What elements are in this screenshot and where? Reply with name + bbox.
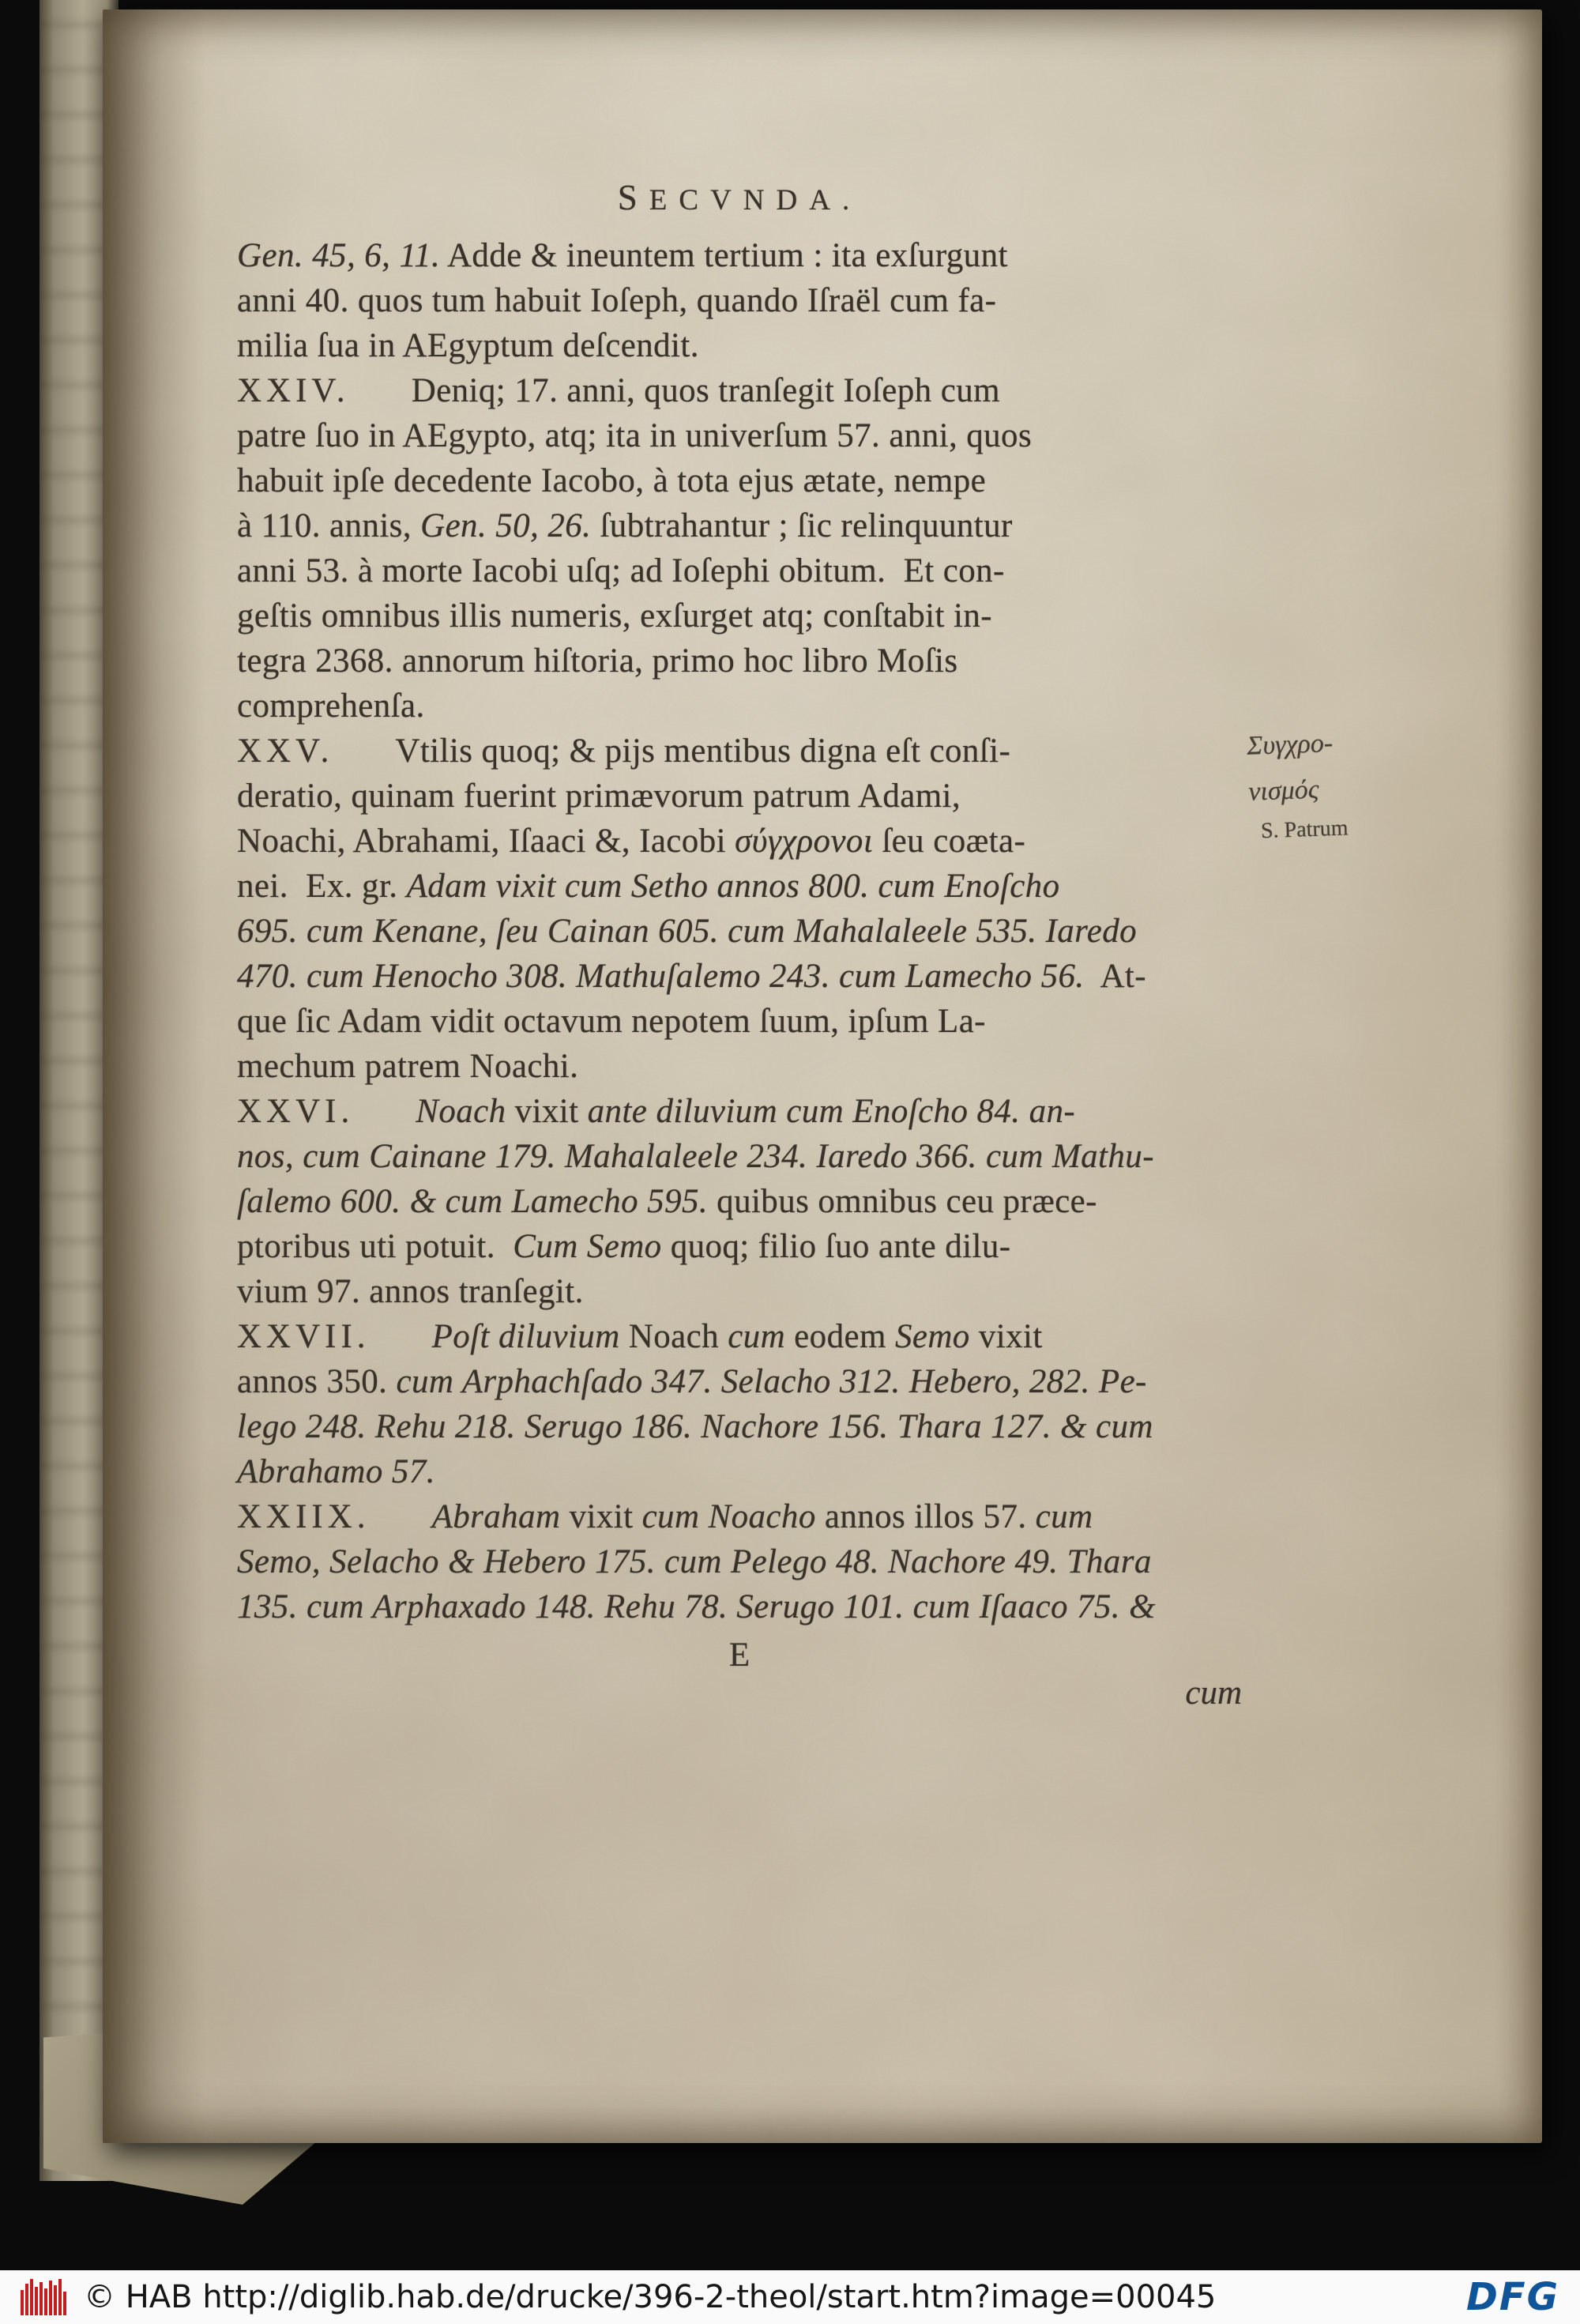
catchword-line: [237, 1674, 1242, 1712]
text-line: Semo, Selacho & Hebero 175. cum Pelego 48. Nachore 49. Thara: [237, 1543, 1152, 1580]
catchword: cum: [1185, 1674, 1242, 1712]
text-line: XXIV. Deniq; 17. anni, quos tranſegit Ioſeph cum: [237, 372, 1000, 409]
text-line: milia ſua in AEgyptum deſcendit.: [237, 327, 699, 364]
text-line: XXIIX. Abraham vixit cum Noacho annos illos 57. cum: [237, 1498, 1093, 1535]
margin-note: S. Patrum: [1260, 815, 1349, 844]
text-line: nei. Ex. gr. Adam vixit cum Setho annos 800. cum Enoſcho: [237, 868, 1060, 905]
text-line: XXVII. Poſt diluvium Noach cum eodem Semo vixit: [237, 1318, 1043, 1355]
hab-logo-icon: [21, 2279, 70, 2315]
text-line: comprehenſa.: [237, 687, 425, 725]
text-line: lego 248. Rehu 218. Serugo 186. Nachore 156. Thara 127. & cum: [237, 1408, 1153, 1445]
text-line: tegra 2368. annorum hiſtoria, primo hoc libro Moſis: [237, 642, 958, 680]
margin-notes: [1246, 718, 1420, 848]
scanned-book-page: [103, 9, 1542, 2143]
text-line: 135. cum Arphaxado 148. Rehu 78. Serugo 101. cum Iſaaco 75. &: [237, 1588, 1156, 1625]
text-line: que ſic Adam vidit octavum nepotem ſuum, ipſum La-: [237, 1003, 986, 1040]
text-line: patre ſuo in AEgypto, atq; ita in univerſum 57. anni, quos: [237, 417, 1033, 454]
text-line: anni 53. à morte Iacobi uſq; ad Ioſephi obitum. Et con-: [237, 552, 1005, 589]
text-line: annos 350. cum Arphachſado 347. Selacho 312. Hebero, 282. Pe-: [237, 1363, 1147, 1400]
margin-note: Συγχρο-: [1246, 728, 1334, 761]
text-line: 470. cum Henocho 308. Mathuſalemo 243. cum Lamecho 56. At-: [237, 958, 1146, 995]
source-url-text: © HAB http://diglib.hab.de/drucke/396-2-theol/start.htm?image=00045: [84, 2279, 1217, 2315]
text-line: ſalemo 600. & cum Lamecho 595. quibus omnibus ceu præce-: [237, 1183, 1097, 1220]
text-line: 695. cum Kenane, ſeu Cainan 605. cum Mahalaleele 535. Iaredo: [237, 913, 1137, 950]
running-title: SECVNDA.: [617, 178, 862, 217]
text-line: Gen. 45, 6, 11. Adde & ineuntem tertium : ita exſurgunt: [237, 237, 1008, 274]
text-line: habuit ipſe decedente Iacobo, à tota ejus ætate, nempe: [237, 462, 987, 499]
text-line: ptoribus uti potuit. Cum Semo quoq; filio ſuo ante dilu-: [237, 1228, 1011, 1265]
text-line: deratio, quinam fuerint primævorum patrum Adami,: [237, 778, 961, 815]
text-line: anni 40. quos tum habuit Ioſeph, quando Iſraël cum fa-: [237, 282, 997, 319]
text-line: mechum patrem Noachi.: [237, 1048, 579, 1085]
margin-note: νισμός: [1247, 774, 1320, 807]
text-line: à 110. annis, Gen. 50, 26. ſubtrahantur ; ſic relinquuntur: [237, 507, 1013, 544]
text-line: vium 97. annos tranſegit.: [237, 1273, 584, 1310]
text-line: Abrahamo 57.: [237, 1453, 435, 1490]
text-line: geſtis omnibus illis numeris, exſurget atq; conſtabit in-: [237, 597, 992, 635]
text-line: nos, cum Cainane 179. Mahalaleele 234. Iaredo 366. cum Mathu-: [237, 1138, 1154, 1175]
dfg-logo: DFG: [1465, 2275, 1559, 2319]
text-line: Noachi, Abrahami, Iſaaci &, Iacobi σύγχρονοι ſeu coæta-: [237, 823, 1026, 860]
signature-line: [237, 1636, 1242, 1674]
attribution-bar: [0, 2270, 1580, 2324]
signature-mark: E: [728, 1637, 750, 1674]
text-line: XXVI. Noach vixit ante diluvium cum Enoſcho 84. an-: [237, 1093, 1076, 1130]
text-line: XXV. Vtilis quoq; & pijs mentibus digna eſt conſi-: [237, 733, 1011, 770]
body-text: [237, 233, 1242, 1629]
